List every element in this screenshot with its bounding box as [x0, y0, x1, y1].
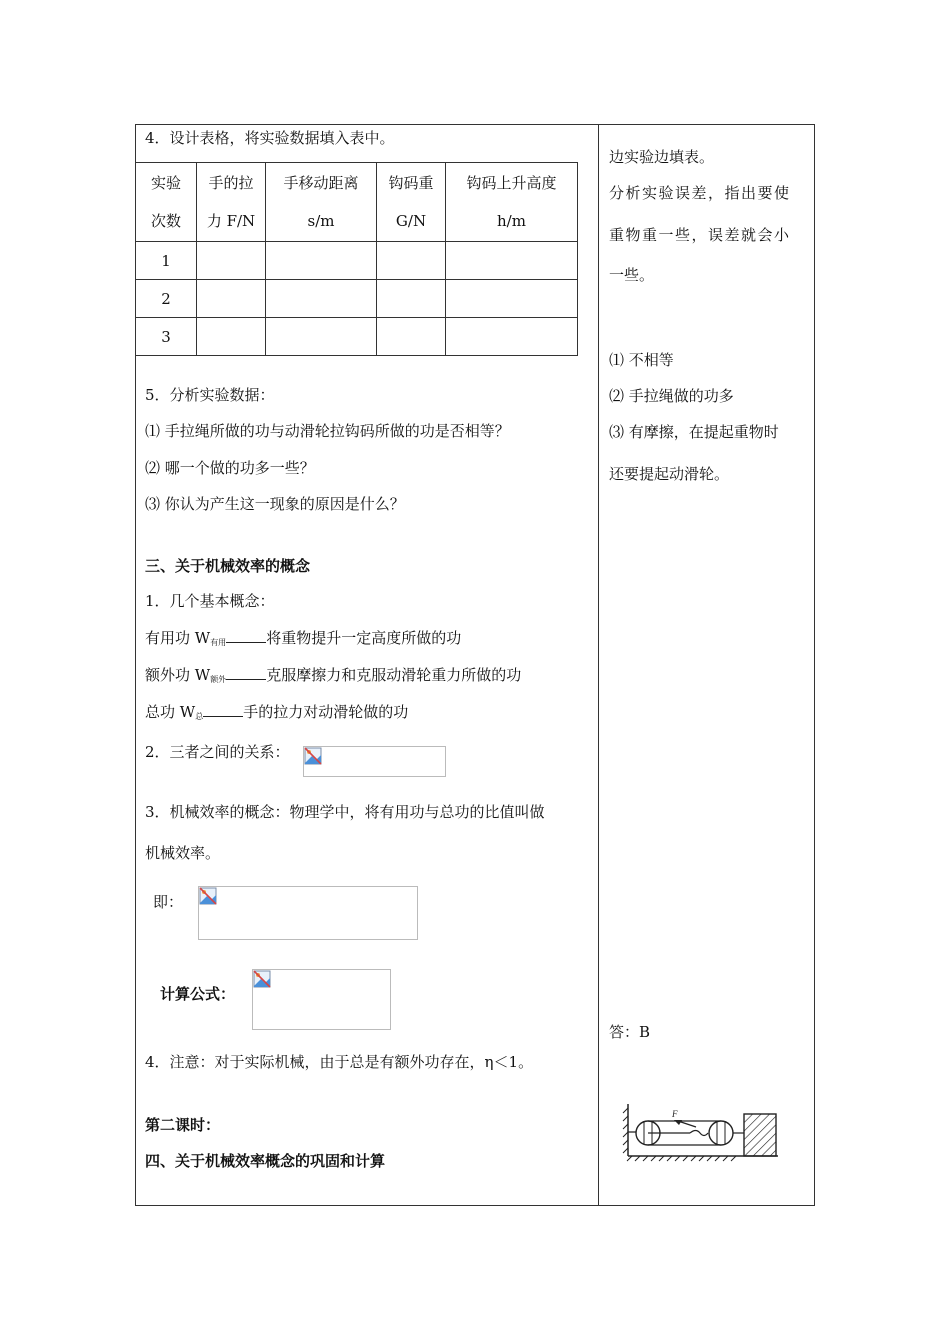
answer-2: ⑵ 手拉绳做的功多 [609, 387, 734, 405]
section-3-heading: 三、关于机械效率的概念 [145, 557, 311, 575]
note-fill-table: 边实验边填表。 [609, 148, 715, 166]
table-row [136, 318, 578, 356]
calculation-formula-image [252, 969, 391, 1030]
table-cell[interactable] [377, 318, 446, 356]
note-error-line-1: 分析实验误差，指出要使 [609, 184, 791, 202]
hook [690, 1131, 708, 1136]
note-error-line-3: 一些。 [609, 266, 655, 284]
relation-formula-image [303, 746, 446, 777]
table-cell[interactable] [266, 318, 377, 356]
blank-underline [226, 628, 266, 643]
table-cell[interactable] [197, 318, 266, 356]
header-cell-trial: 实验 次数 [136, 163, 197, 242]
note-error-line-2: 重物重一些，误差就会小 [609, 226, 791, 244]
answer-3-line-1: ⑶ 有摩擦，在提起重物时 [609, 423, 779, 441]
section-4-heading: 四、关于机械效率概念的巩固和计算 [145, 1152, 386, 1170]
header-cell-pull-force: 手的拉 力 F/N [197, 163, 266, 242]
right-pulley [709, 1121, 733, 1145]
concept-4-note: 4．注意：对于实际机械，由于总是有额外功存在，η＜1。 [145, 1053, 534, 1071]
table-header-row [136, 163, 578, 242]
broken-image-icon [253, 970, 271, 988]
table-cell[interactable] [446, 318, 578, 356]
table-row [136, 242, 578, 280]
extra-work-definition: 额外功 $W_{额外}$ 克服摩擦力和克服动滑轮重力所做的功 [145, 666, 522, 684]
table-cell[interactable] [266, 242, 377, 280]
table-cell[interactable] [266, 280, 377, 318]
namely-label: 即： [153, 893, 184, 911]
broken-image-icon [199, 887, 217, 905]
row-number-cell: 3 [136, 318, 197, 356]
pulley-figure [622, 1100, 782, 1164]
force-label: F [672, 1109, 678, 1119]
heavy-block [744, 1114, 776, 1156]
table-cell[interactable] [377, 242, 446, 280]
concept-3-line-2: 机械效率。 [145, 844, 221, 862]
total-work-definition: 总功 $W_总$ 手的拉力对动滑轮做的功 [145, 703, 409, 721]
item-4-title: 4．设计表格，将实验数据填入表中。 [145, 129, 395, 147]
item-5-title: 5．分析实验数据： [145, 386, 275, 404]
table-cell[interactable] [197, 280, 266, 318]
row-number-cell: 2 [136, 280, 197, 318]
row-number-cell: 1 [136, 242, 197, 280]
question-1: ⑴ 手拉绳所做的功与动滑轮拉钩码所做的功是否相等？ [145, 422, 510, 440]
blank-underline [203, 702, 243, 717]
table-cell[interactable] [446, 242, 578, 280]
question-3: ⑶ 你认为产生这一现象的原因是什么？ [145, 495, 405, 513]
calculation-formula-label: 计算公式： [160, 985, 236, 1003]
header-cell-weight: 钩码重 G/N [377, 163, 446, 242]
answer-1: ⑴ 不相等 [609, 351, 674, 369]
answer-b: 答：B [609, 1023, 651, 1041]
concept-3-line-1: 3．机械效率的概念：物理学中，将有用功与总功的比值叫做 [145, 803, 545, 821]
table-row [136, 280, 578, 318]
experiment-data-table [135, 162, 578, 356]
definition-formula-image [198, 886, 418, 940]
header-cell-hand-distance: 手移动距离 s/m [266, 163, 377, 242]
concept-2-title: 2．三者之间的关系： [145, 743, 290, 761]
header-cell-height: 钩码上升高度 h/m [446, 163, 578, 242]
lesson-2-heading: 第二课时： [145, 1116, 221, 1134]
concept-1-title: 1．几个基本概念： [145, 592, 275, 610]
table-cell[interactable] [197, 242, 266, 280]
question-2: ⑵ 哪一个做的功多一些？ [145, 459, 315, 477]
blank-underline [226, 665, 266, 680]
table-cell[interactable] [446, 280, 578, 318]
broken-image-icon [304, 747, 322, 765]
answer-3-line-2: 还要提起动滑轮。 [609, 465, 730, 483]
table-cell[interactable] [377, 280, 446, 318]
column-divider [598, 124, 599, 1206]
useful-work-definition: 有用功 $W_{有用}$ 将重物提升一定高度所做的功 [145, 629, 462, 647]
